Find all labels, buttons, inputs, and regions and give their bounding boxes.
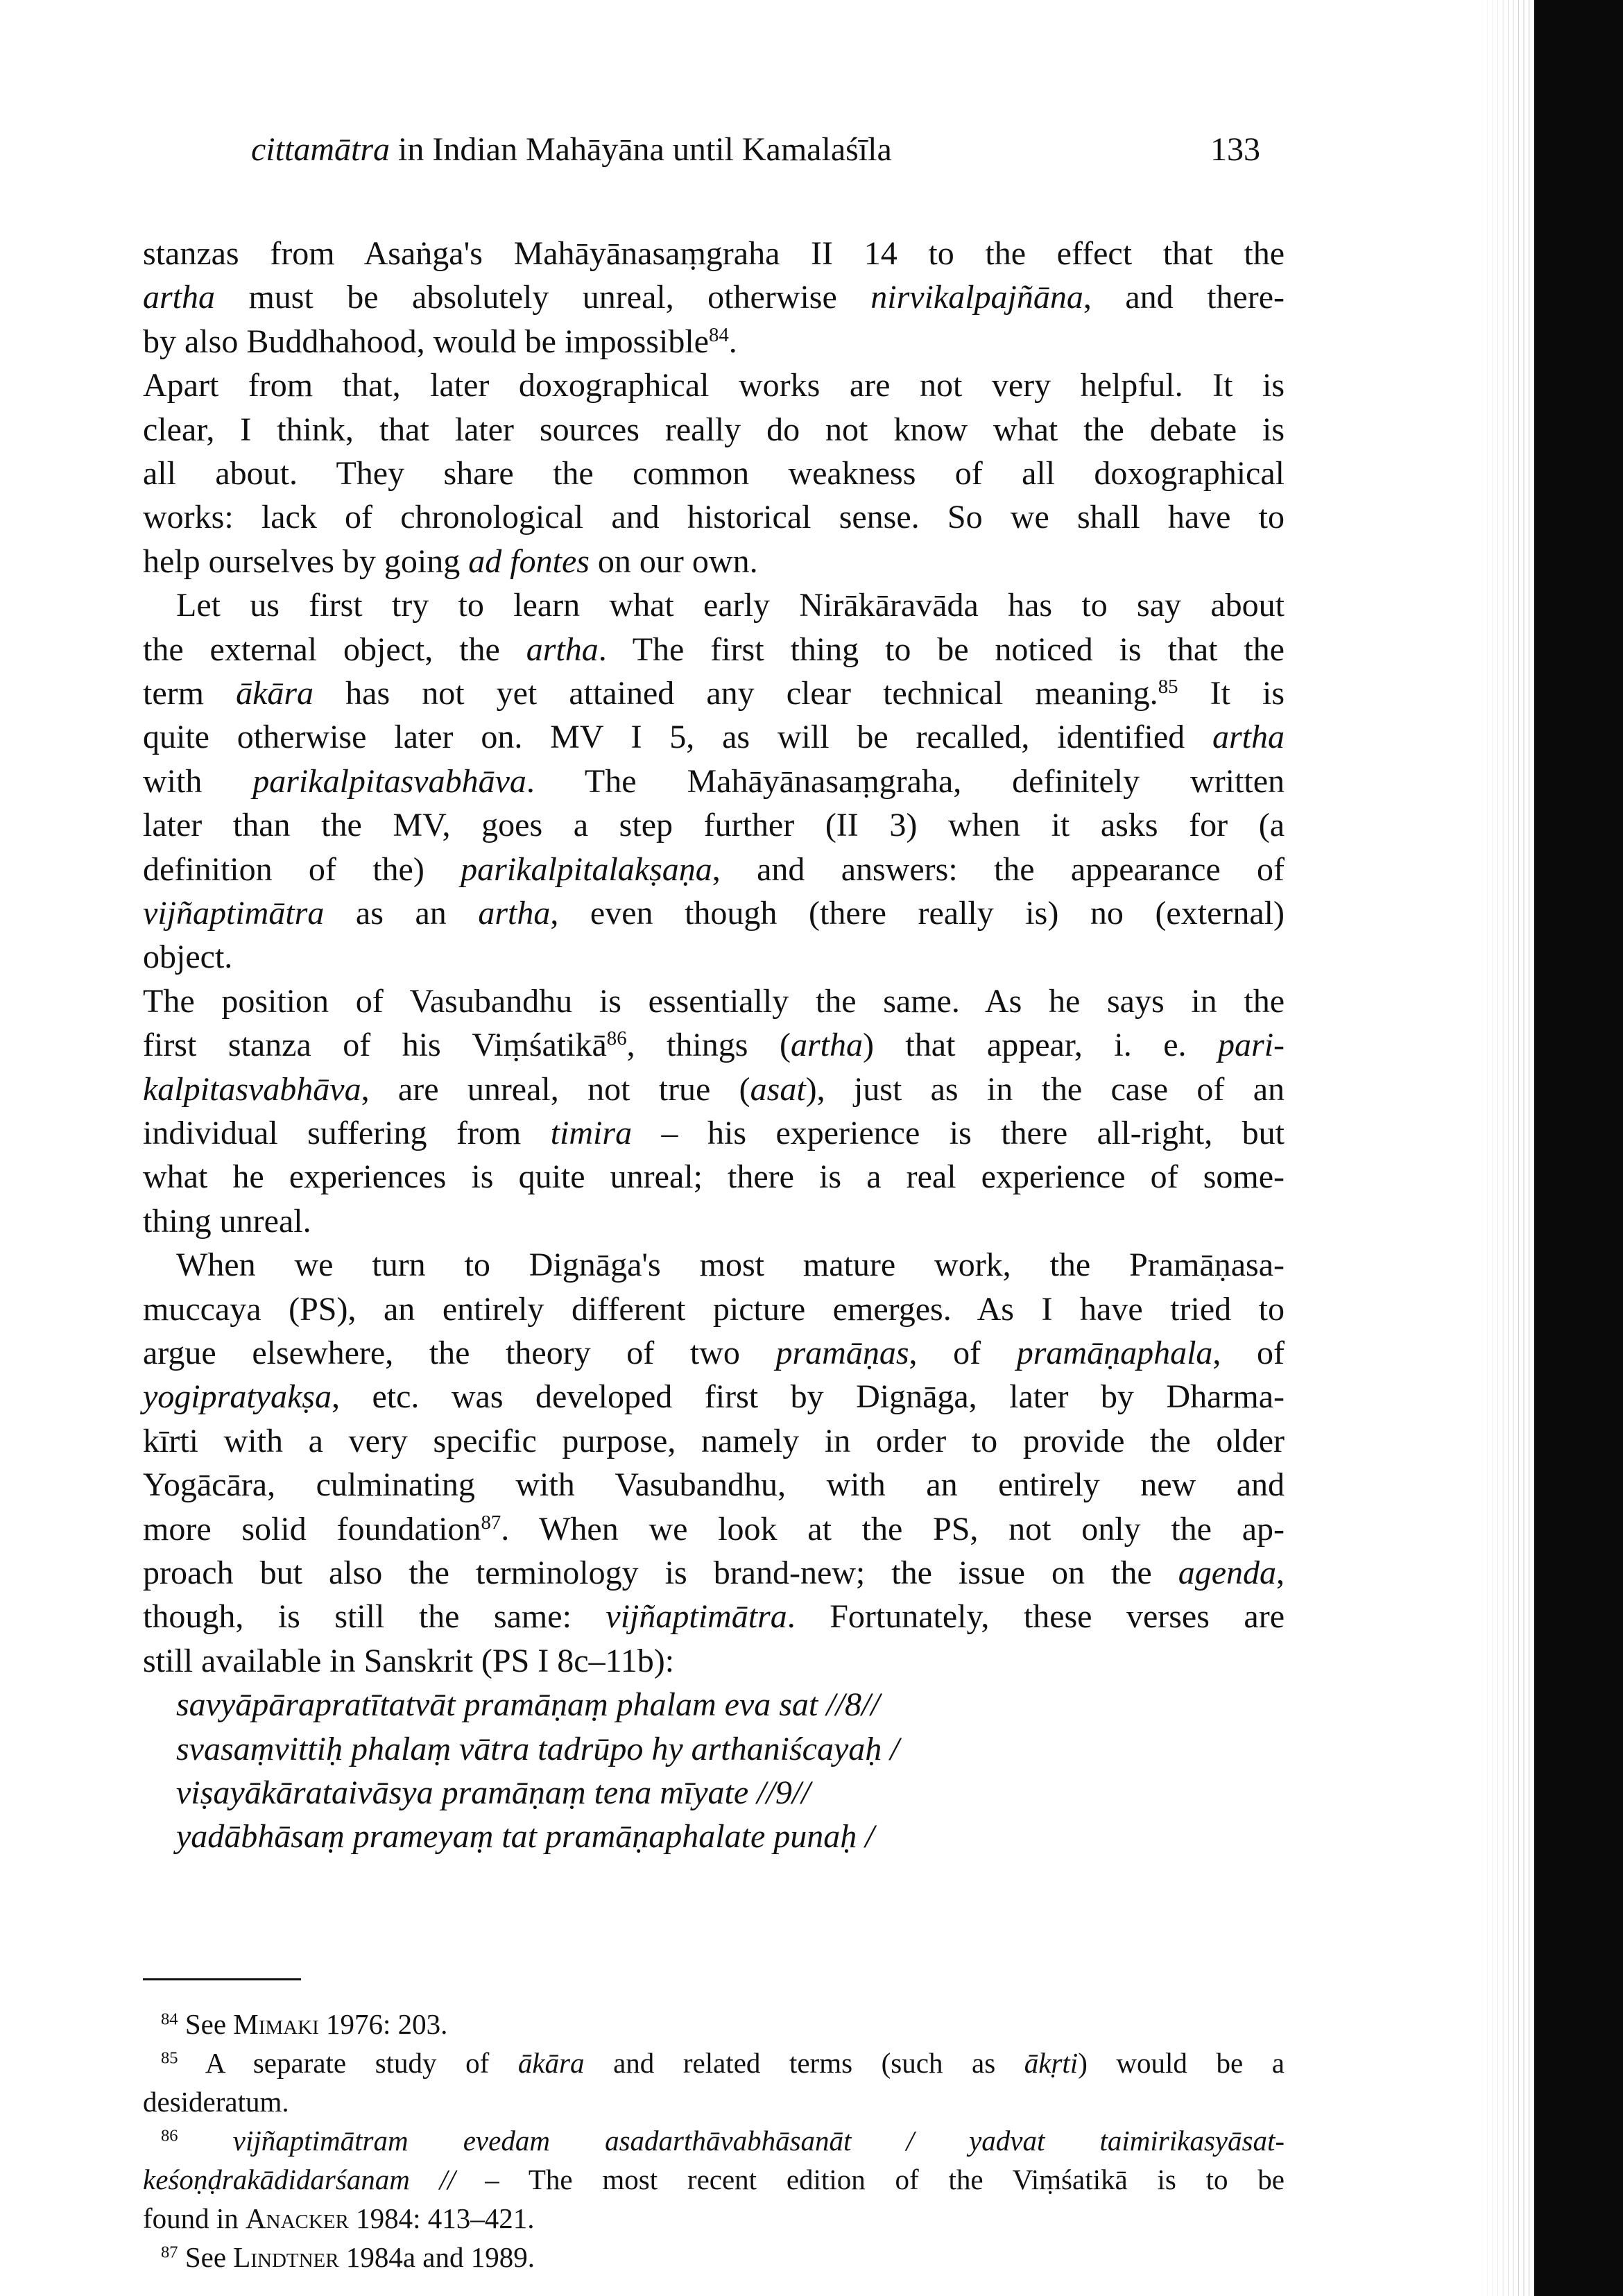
footnote-line — [161, 2123, 1285, 2159]
text-run: artha — [790, 1027, 863, 1064]
footnote-ref[interactable]: 84 — [708, 323, 729, 346]
text-run: first stanza of his Viṃśatikā — [143, 1027, 607, 1064]
text-line — [176, 585, 1285, 626]
text-run: . — [728, 323, 737, 360]
footnote-rule — [143, 1978, 301, 1980]
text-line — [143, 1421, 1285, 1462]
text-line — [143, 1113, 1285, 1154]
text-run: , are unreal, not true ( — [361, 1070, 750, 1108]
text-run: thing unreal. — [143, 1202, 311, 1240]
text-run: . When we look at the PS, not only the ap- — [501, 1510, 1285, 1548]
text-run: A separate study of — [178, 2047, 518, 2079]
text-run: Lindtner — [233, 2241, 339, 2273]
text-run: ākāra — [517, 2047, 585, 2079]
text-run: artha — [478, 895, 551, 932]
text-line — [143, 673, 1285, 714]
text-run: must be absolutely unreal, otherwise — [215, 279, 871, 316]
text-run: – The most recent edition of the Viṃśatikā is to be — [455, 2164, 1285, 2195]
text-run: asat — [750, 1070, 806, 1108]
text-run: more solid foundation — [143, 1510, 481, 1548]
text-run: ad fontes — [468, 542, 590, 580]
text-line — [143, 805, 1285, 846]
text-line — [143, 497, 1285, 538]
text-run: , — [1276, 1554, 1285, 1591]
text-line — [143, 1069, 1285, 1111]
text-run: Anacker — [246, 2202, 349, 2234]
text-run: individual suffering from — [143, 1115, 551, 1151]
running-header — [251, 130, 892, 169]
text-line — [143, 1025, 1285, 1066]
text-run: When we turn to Dignāga's most mature work, the Pramāṇasa- — [176, 1246, 1285, 1284]
text-line — [143, 409, 1285, 451]
text-line — [143, 233, 1285, 275]
text-run: artha — [1212, 719, 1285, 756]
text-run: stanzas from Asaṅga's Mahāyānasaṃgraha II 14 to the effect that the — [143, 235, 1285, 272]
text-run: has not yet attained any clear technical meaning. — [314, 675, 1158, 712]
text-line — [143, 277, 1285, 318]
text-run: kīrti with a very specific purpose, namely in order to provide the older — [143, 1422, 1285, 1459]
text-line — [143, 1509, 1285, 1550]
text-line — [143, 1333, 1285, 1374]
text-run: vijñaptimātram evedam asadarthāvabhāsanāt / yadvat taimirikasyāsat- — [232, 2125, 1285, 2157]
text-run: help ourselves by going — [143, 542, 469, 580]
text-run: keśoṇḍrakādidarśanam // — [143, 2164, 456, 2195]
text-run — [178, 2125, 233, 2157]
text-run: , of — [1212, 1335, 1285, 1371]
text-line — [143, 849, 1285, 891]
footnote-line — [161, 2239, 1285, 2275]
text-run: vijñaptimātra — [606, 1598, 787, 1636]
text-line — [143, 1156, 1285, 1198]
text-run: vijñaptimātra — [143, 895, 325, 932]
text-line — [143, 717, 1285, 758]
page-number: 133 — [1210, 131, 1260, 168]
text-run: parikalpitalakṣaṇa — [461, 850, 712, 888]
text-run: desideratum. — [143, 2086, 289, 2118]
text-run: artha — [143, 279, 216, 316]
text-run: with — [143, 762, 253, 800]
footnote-line — [161, 2006, 1285, 2042]
text-line — [143, 541, 1285, 583]
text-run: nirvikalpajñāna — [870, 279, 1083, 316]
text-line — [176, 1816, 875, 1858]
text-run: Yogācāra, culminating with Vasubandhu, with an entirely new and — [143, 1466, 1285, 1504]
text-line — [143, 453, 1285, 495]
text-run: 1976: 203. — [318, 2008, 448, 2040]
text-run: svasaṃvittiḥ phalaṃ vātra tadrūpo hy arthaniścayaḥ / — [176, 1730, 900, 1767]
text-run: , and answers: the appearance of — [712, 850, 1285, 888]
text-run: pramāṇaphala — [1016, 1335, 1213, 1371]
text-line — [143, 1376, 1285, 1418]
text-run: It is — [1178, 675, 1285, 712]
text-line — [143, 936, 1285, 978]
text-run: object. — [143, 939, 233, 976]
text-run: savyāpārapratītatvāt pramāṇaṃ phalam eva sat //8// — [176, 1686, 880, 1724]
text-line — [143, 1552, 1285, 1594]
text-line — [176, 1684, 880, 1726]
footnote-line — [143, 2200, 1285, 2236]
text-run: Mimaki — [233, 2008, 319, 2040]
text-run: though, is still the same: — [143, 1598, 606, 1636]
text-run: found in — [143, 2202, 246, 2234]
text-run: muccaya (PS), an entirely different picture emerges. As I have tried to — [143, 1290, 1285, 1328]
footnote-ref[interactable]: 87 — [481, 1511, 501, 1534]
text-line — [143, 1201, 1285, 1242]
footnote-ref[interactable]: 85 — [1158, 676, 1178, 699]
text-run: ākṛti — [1024, 2047, 1079, 2079]
text-line — [143, 893, 1285, 934]
text-run: See — [178, 2241, 234, 2273]
text-run: artha — [526, 631, 599, 668]
text-line — [143, 1640, 1285, 1682]
text-run: on our own. — [589, 542, 758, 580]
text-run: viṣayākārataivāsya pramāṇaṃ tena mīyate //9// — [176, 1774, 811, 1811]
text-run: , etc. was developed first by Dignāga, later by Dharma- — [331, 1378, 1285, 1416]
text-run: quite otherwise later on. MV I 5, as will be recalled, identified — [143, 719, 1212, 756]
text-run: . The first thing to be noticed is that the — [598, 631, 1285, 668]
text-run: by also Buddhahood, would be impossible — [143, 323, 709, 360]
text-line — [143, 629, 1285, 671]
text-run: , things ( — [626, 1027, 791, 1064]
footnote-line — [143, 2084, 1285, 2120]
text-run: agenda — [1178, 1554, 1276, 1591]
footnote-ref[interactable]: 86 — [606, 1027, 627, 1050]
text-line — [143, 1596, 1285, 1638]
scan-edge-noise — [1477, 0, 1536, 2296]
text-run: – his experience is there all-right, but — [632, 1115, 1285, 1151]
text-run: as an — [324, 895, 479, 932]
text-run: kalpitasvabhāva — [143, 1070, 361, 1108]
text-run: the external object, the — [143, 631, 526, 668]
text-run: ) that appear, i. e. — [862, 1027, 1219, 1064]
text-run: argue elsewhere, the theory of two — [143, 1335, 776, 1371]
header-title-italic: cittamātra — [251, 131, 390, 168]
text-run: pramāṇas — [775, 1335, 909, 1371]
text-run: pari- — [1218, 1027, 1285, 1064]
text-line — [143, 761, 1285, 803]
text-run: yadābhāsaṃ prameyaṃ tat pramāṇaphalate punaḥ / — [176, 1818, 875, 1856]
text-run: See — [178, 2008, 234, 2040]
scan-binding-shadow — [1534, 0, 1623, 2296]
text-run: and related terms (such as — [584, 2047, 1024, 2079]
footnote-ref[interactable]: 85 — [161, 2048, 178, 2068]
text-line — [176, 1772, 811, 1814]
footnote-ref[interactable]: 86 — [161, 2126, 178, 2145]
text-run: works: lack of chronological and historical sense. So we shall have to — [143, 499, 1285, 536]
text-run: yogipratyakṣa — [143, 1378, 332, 1416]
text-run: term — [143, 675, 237, 712]
text-line — [143, 981, 1285, 1022]
text-run: 1984a and 1989. — [338, 2241, 535, 2273]
text-line — [143, 1289, 1285, 1330]
text-run: The position of Vasubandhu is essentially the same. As he says in the — [143, 982, 1285, 1020]
footnote-ref[interactable]: 84 — [161, 2010, 178, 2029]
text-run: ) would be a — [1078, 2047, 1285, 2079]
text-run: , and there- — [1083, 279, 1285, 316]
text-run: later than the MV, goes a step further (II 3) when it asks for (a — [143, 807, 1285, 844]
text-run: definition of the) — [143, 850, 461, 888]
text-run: still available in Sanskrit (PS I 8c–11b): — [143, 1642, 675, 1679]
text-run: , of — [909, 1335, 1017, 1371]
text-run: timira — [550, 1115, 633, 1151]
text-line — [143, 321, 1285, 363]
text-line — [176, 1729, 900, 1770]
footnote-line — [143, 2161, 1285, 2198]
header-title: in Indian Mahāyāna until Kamalaśīla — [390, 131, 892, 168]
text-run: all about. They share the common weakness of all doxographical — [143, 455, 1285, 492]
footnote-ref[interactable]: 87 — [161, 2243, 178, 2262]
text-run: . Fortunately, these verses are — [787, 1598, 1285, 1636]
text-run: proach but also the terminology is brand-new; the issue on the — [143, 1554, 1178, 1591]
text-run: 1984: 413–421. — [348, 2202, 535, 2234]
text-run: ), just as in the case of an — [805, 1070, 1285, 1108]
text-line — [143, 1464, 1285, 1506]
text-line — [176, 1244, 1285, 1286]
footnote-line — [161, 2045, 1285, 2081]
text-line — [143, 365, 1285, 406]
text-run: ākāra — [236, 675, 314, 712]
text-run: what he experiences is quite unreal; there is a real experience of some- — [143, 1158, 1285, 1196]
text-run: Let us first try to learn what early Nirākāravāda has to say about — [176, 587, 1285, 624]
text-run: . The Mahāyānasaṃgraha, definitely written — [526, 762, 1285, 800]
text-run: , even though (there really is) no (external) — [550, 895, 1285, 932]
text-run: clear, I think, that later sources really do not know what the debate is — [143, 411, 1285, 448]
text-run: Apart from that, later doxographical works are not very helpful. It is — [143, 367, 1285, 404]
text-run: parikalpitasvabhāva — [252, 762, 526, 800]
